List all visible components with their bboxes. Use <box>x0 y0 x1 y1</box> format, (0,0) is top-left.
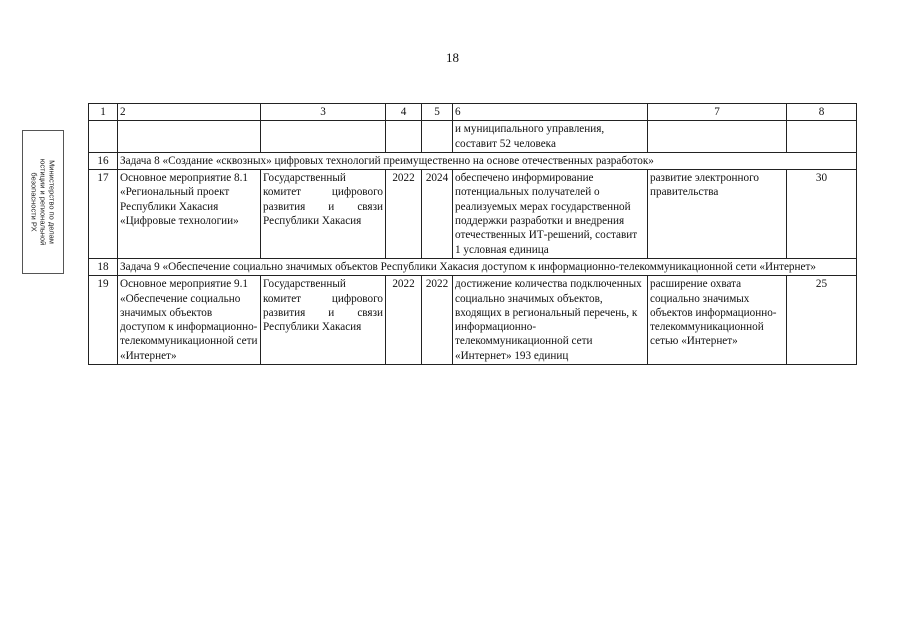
cont-result-cell: и муниципального управления, составит 52 человека <box>453 121 648 153</box>
row-19-result: достижение количества подключенных социально значимых объектов, входящих в региональный перечень, к информационно-телекоммуникационной сети «Интернет» 193 единиц <box>453 276 648 365</box>
row-17 <box>89 170 857 259</box>
header-cell-7: 7 <box>648 104 787 121</box>
cont-cell-1 <box>89 121 118 153</box>
task-8-row <box>89 152 857 169</box>
registration-stamp <box>22 130 64 274</box>
header-row <box>89 104 857 121</box>
cont-cell-2 <box>118 121 261 153</box>
row-17-consequence: развитие электронного правительства <box>648 170 787 259</box>
continuation-row <box>89 121 857 153</box>
page-number: 18 <box>446 50 459 65</box>
row-17-end-year: 2024 <box>422 170 453 259</box>
row-19-end-year: 2022 <box>422 276 453 365</box>
row-19-start-year: 2022 <box>386 276 422 365</box>
row-19-consequence: расширение охвата социально значимых объектов информационно-телекоммуникационной сетью «Интернет» <box>648 276 787 365</box>
task-9-number: 18 <box>89 258 118 275</box>
cont-cell-8 <box>787 121 857 153</box>
stamp-line: юстиции и региональной <box>38 158 48 246</box>
row-17-result: обеспечено информирование потенциальных получателей о реализуемых мерах государственной поддержки разработки и внедрения отечественных ИТ-решений, составит 1 условная единица <box>453 170 648 259</box>
stamp-text <box>30 133 57 271</box>
cont-cell-5 <box>422 121 453 153</box>
row-17-event: Основное мероприятие 8.1 «Региональный проект Республики Хакасия «Цифровые технологии» <box>118 170 261 259</box>
header-cell-4: 4 <box>386 104 422 121</box>
row-17-executor: Государственный комитет цифрового развития и связи Республики Хакасия <box>261 170 386 259</box>
header-cell-5: 5 <box>422 104 453 121</box>
cont-cell-4 <box>386 121 422 153</box>
header-cell-2: 2 <box>118 104 261 121</box>
task-8-number: 16 <box>89 152 118 169</box>
row-19-number: 19 <box>89 276 118 365</box>
stamp-line: Министерство по делам <box>47 160 57 244</box>
row-17-indicator: 30 <box>787 170 857 259</box>
measures-table <box>88 103 857 365</box>
task-9-text: Задача 9 «Обеспечение социально значимых объектов Республики Хакасия доступом к информационно-телекоммуникационной сети «Интернет» <box>118 258 857 275</box>
row-19-event: Основное мероприятие 9.1 «Обеспечение социально значимых объектов доступом к информационно-телекоммуникационной сети «Интернет» <box>118 276 261 365</box>
row-19-executor: Государственный комитет цифрового развития и связи Республики Хакасия <box>261 276 386 365</box>
cont-cell-3 <box>261 121 386 153</box>
row-17-start-year: 2022 <box>386 170 422 259</box>
header-cell-6: 6 <box>453 104 648 121</box>
task-8-text: Задача 8 «Создание «сквозных» цифровых технологий преимущественно на основе отечественных разработок» <box>118 152 857 169</box>
row-17-number: 17 <box>89 170 118 259</box>
task-9-row <box>89 258 857 275</box>
header-cell-3: 3 <box>261 104 386 121</box>
header-cell-8: 8 <box>787 104 857 121</box>
stamp-line: безопасности РХ <box>29 172 39 232</box>
header-cell-1: 1 <box>89 104 118 121</box>
row-19-indicator: 25 <box>787 276 857 365</box>
row-19 <box>89 276 857 365</box>
cont-cell-7 <box>648 121 787 153</box>
